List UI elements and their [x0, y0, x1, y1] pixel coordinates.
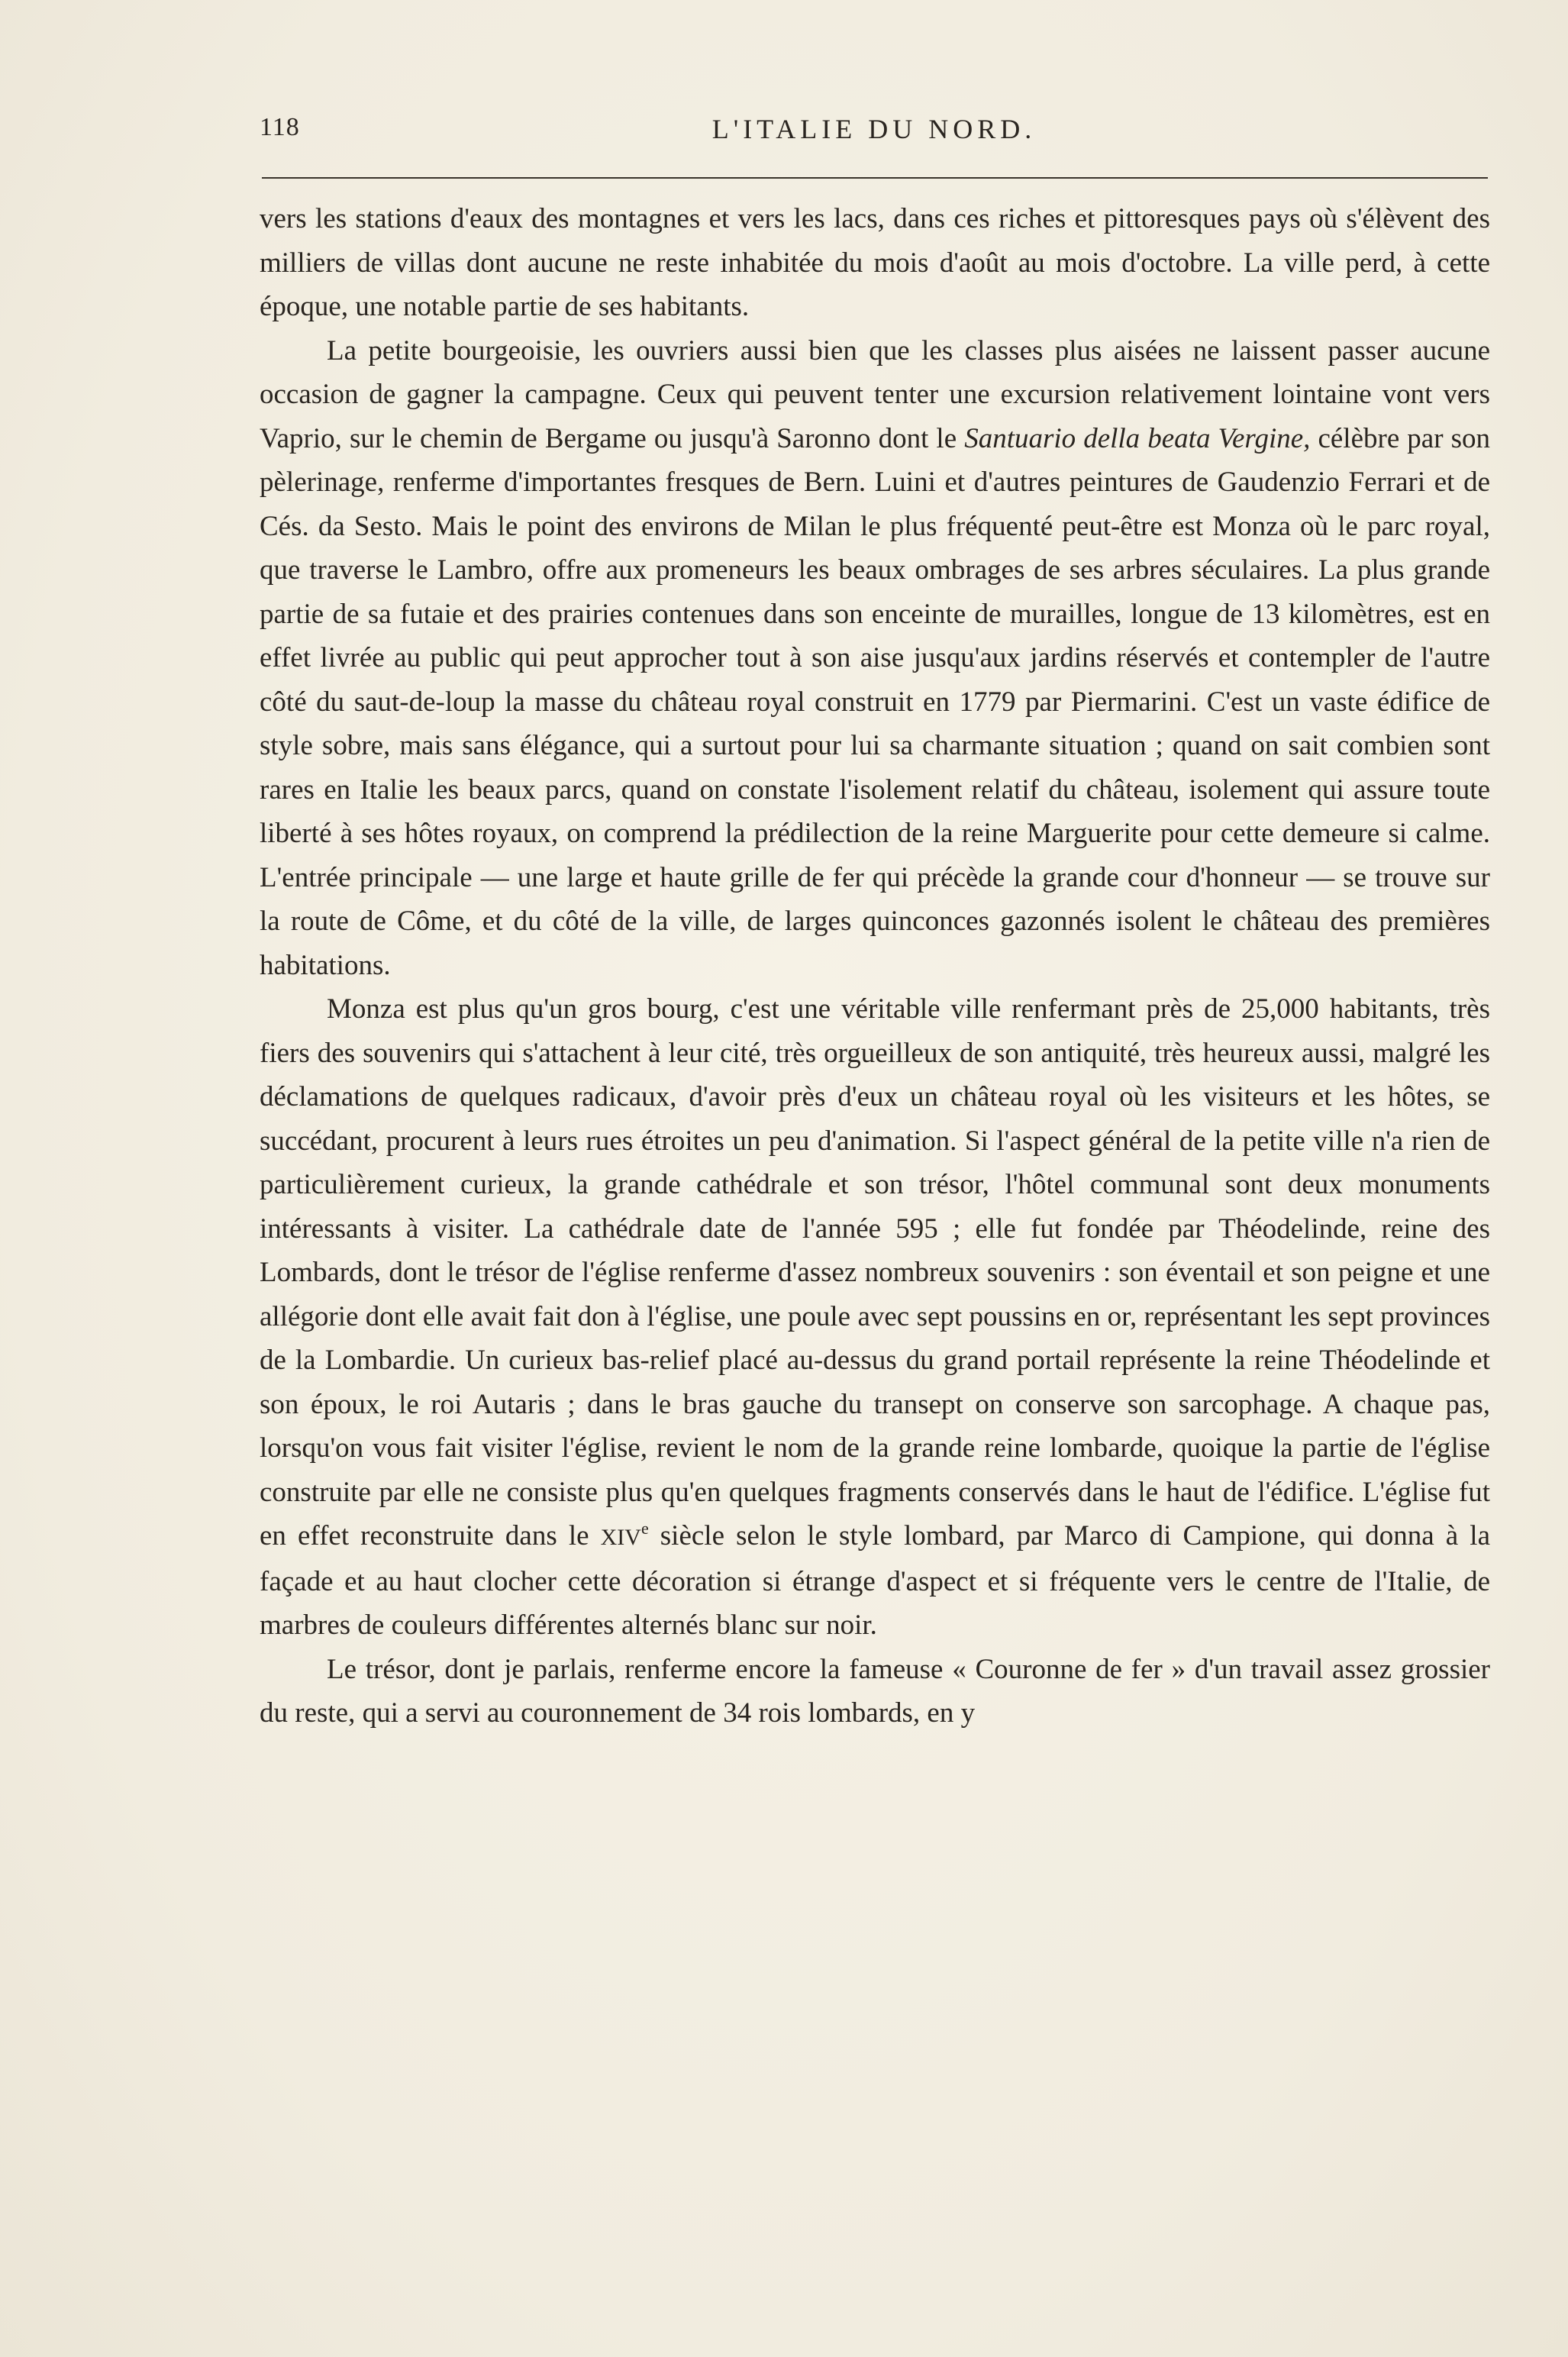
paragraph-text: Le trésor, dont je parlais, renferme encore la fameuse « Couronne de fer » d'un travail assez grossier du reste, qui a servi au couronnement de 34 rois lombards, en y [260, 1653, 1490, 1729]
paragraph-text: célèbre par son pèlerinage, renferme d'importantes fresques de Bern. Luini et d'autres peintures de Gaudenzio Ferrari et de Cés. da Sesto. Mais le point des environs de Milan le plus fréquenté peut-être est Monza où le parc royal, que traverse le Lambro, offre aux promeneurs les beaux ombrages de ses arbres séculaires. La plus grande partie de sa futaie et des prairies contenues dans son enceinte de murailles, longue de 13 kilomètres, est en effet livrée au public qui peut approcher tout à son aise jusqu'aux jardins réservés et contempler de l'autre côté du saut-de-loup la masse du château royal construit en 1779 par Piermarini. C'est un vaste édifice de style sobre, mais sans élégance, qui a surtout pour lui sa charmante situation ; quand on sait combien sont rares en Italie les beaux parcs, quand on constate l'isolement relatif du château, isolement qui assure toute liberté à ses hôtes royaux, on comprend la prédilection de la reine Marguerite pour cette demeure si calme. L'entrée principale — une large et haute grille de fer qui précède la grande cour d'honneur — se trouve sur la route de Côme, et du côté de la ville, de larges quinconces gazonnés isolent le château des premières habitations. [260, 422, 1491, 981]
paragraph [260, 197, 1490, 329]
paragraph [260, 1648, 1490, 1735]
paragraph-text: vers les stations d'eaux des montagnes et vers les lacs, dans ces riches et pittoresques pays où s'élèvent des milliers de villas dont aucune ne reste inhabitée du mois d'août au mois d'octobre. La ville perd, à cette époque, une notable partie de ses habitants. [260, 203, 1490, 322]
italic-title: Santuario della beata Vergine, [964, 422, 1311, 454]
paragraph [260, 987, 1490, 1648]
running-title: L'ITALIE DU NORD. [711, 114, 1037, 144]
paragraph-text: siècle selon le style lombard, par Marco di Campione, qui donna à la façade et au haut clocher cette décoration si étrange d'aspect et si fréquente vers le centre de l'Italie, de marbres de couleurs différentes alternés blanc sur noir. [260, 1520, 1490, 1641]
header-rule [262, 177, 1488, 179]
paragraph [260, 329, 1490, 988]
page-number: 118 [260, 113, 300, 141]
body-text [260, 197, 1490, 1735]
roman-numeral: XIV [600, 1525, 641, 1550]
paragraph-text: Monza est plus qu'un gros bourg, c'est une véritable ville renfermant près de 25,000 habitants, très fiers des souvenirs qui s'attachent à leur cité, très orgueilleux de son antiquité, très heureux aussi, malgré les déclamations de quelques radicaux, d'avoir près d'eux un château royal où les visiteurs et les hôtes, se succédant, procurent à leurs rues étroites un peu d'animation. Si l'aspect général de la petite ville n'a rien de particulièrement curieux, la grande cathédrale et son trésor, l'hôtel communal sont deux monuments intéressants à visiter. La cathédrale date de l'année 595 ; elle fut fondée par Théodelinde, reine des Lombards, dont le trésor de l'église renferme d'assez nombreux souvenirs : son éventail et son peigne et une allégorie dont elle avait fait don à l'église, une poule avec sept poussins en or, représentant les sept provinces de la Lombardie. Un curieux bas-relief placé au-dessus du grand portail représente la reine Théodelinde et son époux, le roi Autaris ; dans le bras gauche du transept on conserve son sarcophage. A chaque pas, lorsqu'on vous fait visiter l'église, revient le nom de la grande reine lombarde, quoique la partie de l'église construite par elle ne consiste plus qu'en quelques fragments conservés dans le haut de l'édifice. L'église fut en effet reconstruite dans le [260, 993, 1490, 1551]
paragraph-text: La petite bourgeoisie, les ouvriers aussi bien que les classes plus aisées ne laissent passer aucune occasion de gagner la campagne. Ceux qui peuvent tenter une excursion relativement lointaine vont vers Vaprio, sur le chemin de Bergame ou jusqu'à Saronno dont le [260, 334, 1490, 454]
running-header [260, 113, 1489, 147]
superscript: e [640, 1519, 649, 1538]
